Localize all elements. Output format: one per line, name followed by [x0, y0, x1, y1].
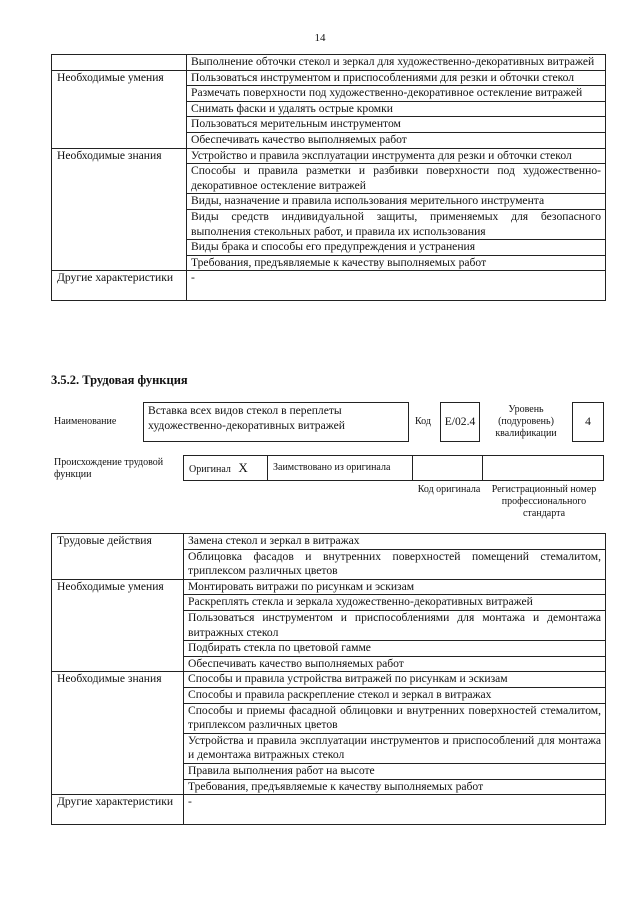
table-row	[52, 148, 606, 164]
original-mark: X	[238, 460, 248, 475]
table-row	[52, 795, 606, 825]
row-text: Раскреплять стекла и зеркала художественно-декоративных витражей	[184, 595, 606, 611]
row-text: Облицовка фасадов и внутренних поверхностей помещений стемалитом, триплексом различных цветов	[184, 549, 606, 579]
row-label	[52, 55, 187, 71]
code-original-caption: Код оригинала	[417, 484, 481, 495]
original-label: Оригинал	[189, 464, 231, 475]
code-label: Код	[415, 416, 431, 427]
table-row	[52, 70, 606, 86]
row-text: Требования, предъявляемые к качеству выполняемых работ	[187, 255, 606, 271]
row-text: Выполнение обточки стекол и зеркал для художественно-декоративных витражей	[187, 55, 606, 71]
row-text: Способы и правила разметки и разбивки поверхности под художественно-декоративное остекление витражей	[187, 164, 606, 194]
row-text: Способы и правила устройства витражей по рисункам и эскизам	[184, 672, 606, 688]
row-text: Обеспечивать качество выполняемых работ	[184, 656, 606, 672]
table-row	[52, 271, 606, 301]
original-cell	[184, 456, 268, 480]
row-label: Другие характеристики	[52, 271, 187, 301]
row-label: Необходимые знания	[52, 148, 187, 271]
row-text: Подбирать стекла по цветовой гамме	[184, 641, 606, 657]
row-text: Способы и приемы фасадной облицовки и внутренних поверхностей стемалитом, триплексом различных цветов	[184, 703, 606, 733]
row-text: Обеспечивать качество выполняемых работ	[187, 132, 606, 148]
row-text: Снимать фаски и удалять острые кромки	[187, 101, 606, 117]
competency-table-1	[51, 54, 606, 301]
origin-label: Происхождение трудовой функции	[54, 457, 164, 480]
competency-table-2	[51, 533, 606, 825]
row-label: Необходимые знания	[52, 672, 184, 795]
table-row	[52, 579, 606, 595]
row-text: Виды брака и способы его предупреждения и устранения	[187, 240, 606, 256]
row-text: Монтировать витражи по рисункам и эскизам	[184, 579, 606, 595]
row-text: Устройства и правила эксплуатации инструментов и приспособлений для монтажа и демонтажа витражных стекол	[184, 733, 606, 763]
function-name-field: Вставка всех видов стекол в переплеты художественно-декоративных витражей	[143, 402, 409, 442]
table-row	[52, 672, 606, 688]
borrowed-cell: Заимствовано из оригинала	[268, 456, 413, 480]
reg-number-cell	[483, 456, 603, 480]
table-row	[52, 534, 606, 550]
row-text: Размечать поверхности под художественно-декоративное остекление витражей	[187, 86, 606, 102]
section-title: 3.5.2. Трудовая функция	[51, 373, 188, 387]
row-text: Пользоваться инструментом и приспособлениями для резки и обточки стекол	[187, 70, 606, 86]
row-text: Требования, предъявляемые к качеству выполняемых работ	[184, 779, 606, 795]
name-label: Наименование	[54, 416, 117, 427]
row-text: -	[184, 795, 606, 825]
row-label: Необходимые умения	[52, 70, 187, 148]
row-label: Трудовые действия	[52, 534, 184, 580]
level-label: Уровень (подуровень) квалификации	[495, 404, 557, 439]
row-text: -	[187, 271, 606, 301]
row-text: Пользоваться инструментом и приспособлениями для монтажа и демонтажа витражных стекол	[184, 610, 606, 640]
original-code-cell	[413, 456, 483, 480]
row-text: Виды, назначение и правила использования мерительного инструмента	[187, 194, 606, 210]
table-row	[52, 55, 606, 71]
origin-row	[183, 455, 604, 481]
level-field: 4	[572, 402, 604, 442]
row-label: Другие характеристики	[52, 795, 184, 825]
row-text: Способы и правила раскрепление стекол и зеркал в витражах	[184, 687, 606, 703]
reg-number-caption: Регистрационный номер профессионального стандарта	[491, 484, 597, 519]
row-text: Виды средств индивидуальной защиты, применяемых для безопасного выполнения стекольных работ, и правила их использования	[187, 209, 606, 239]
page-number: 14	[314, 32, 326, 44]
row-label: Необходимые умения	[52, 579, 184, 672]
row-text: Замена стекол и зеркал в витражах	[184, 534, 606, 550]
row-text: Пользоваться мерительным инструментом	[187, 117, 606, 133]
row-text: Устройство и правила эксплуатации инструмента для резки и обточки стекол	[187, 148, 606, 164]
function-code-field: E/02.4	[440, 402, 480, 442]
row-text: Правила выполнения работ на высоте	[184, 763, 606, 779]
